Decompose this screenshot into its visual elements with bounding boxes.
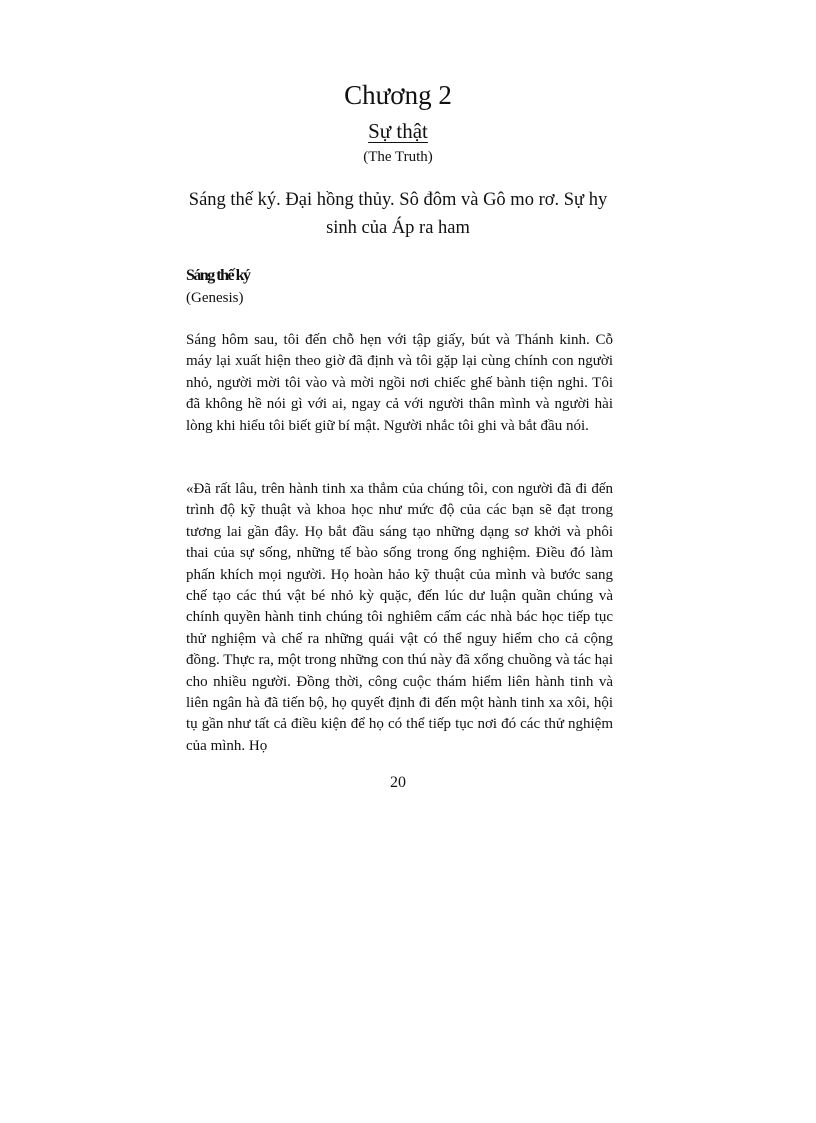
chapter-summary: Sáng thế ký. Đại hồng thủy. Sô đôm và Gô mo rơ. Sự hy sinh của Áp ra ham — [188, 190, 608, 238]
chapter-title: Chương 2 — [344, 80, 452, 110]
section-title — [300, 117, 496, 145]
subsection-heading: Sáng thế ký — [186, 267, 250, 284]
body-paragraph: «Đã rất lâu, trên hành tinh xa thẳm của chúng tôi, con người đã đi đến trình độ kỹ thuật và khoa học như mức độ của các bạn sẽ đạt trong tương lai gần đây. Họ bắt đầu sáng tạo những dạng sơ khởi và phôi thai của sự sống, những tế bào sống trong ống nghiệm. Điều đó làm phấn khích mọi người. Họ hoàn hảo kỹ thuật của mình và bước sang chế tạo các thú vật bé nhỏ kỳ quặc, đến lúc dư luận quần chúng và chính quyền hành tinh chúng tôi nghiêm cấm các nhà bác học tiếp tục thử nghiệm và chế ra những quái vật có thể nguy hiểm cho cả cộng đồng. Thực ra, một trong những con thú này đã xổng chuồng và tác hại cho nhiều người. Đồng thời, công cuộc thám hiểm liên hành tinh và liên ngân hà đã tiến bộ, họ quyết định đi đến một hành tinh xa xôi, hội tụ gần như tất cả điều kiện để họ có thể tiếp tục nơi đó các thử nghiệm của mình. Họ — [186, 481, 613, 754]
body-paragraph: Sáng hôm sau, tôi đến chỗ hẹn với tập giấy, bút và Thánh kinh. Cỗ máy lại xuất hiện theo giờ đã định và tôi gặp lại cùng chính con người nhỏ, người mời tôi vào và mời ngồi nơi chiếc ghế bành tiện nghi. Tôi đã không hề nói gì với ai, ngay cả với người thân mình và người hài lòng khi hiểu tôi biết giữ bí mật. Người nhắc tôi ghi và bắt đầu nói. — [186, 332, 613, 434]
page-number: 20 — [390, 774, 406, 791]
subsection-subtitle: (Genesis) — [186, 290, 244, 306]
section-title-text: Sự thật — [368, 119, 428, 143]
section-subtitle: (The Truth) — [363, 149, 433, 165]
